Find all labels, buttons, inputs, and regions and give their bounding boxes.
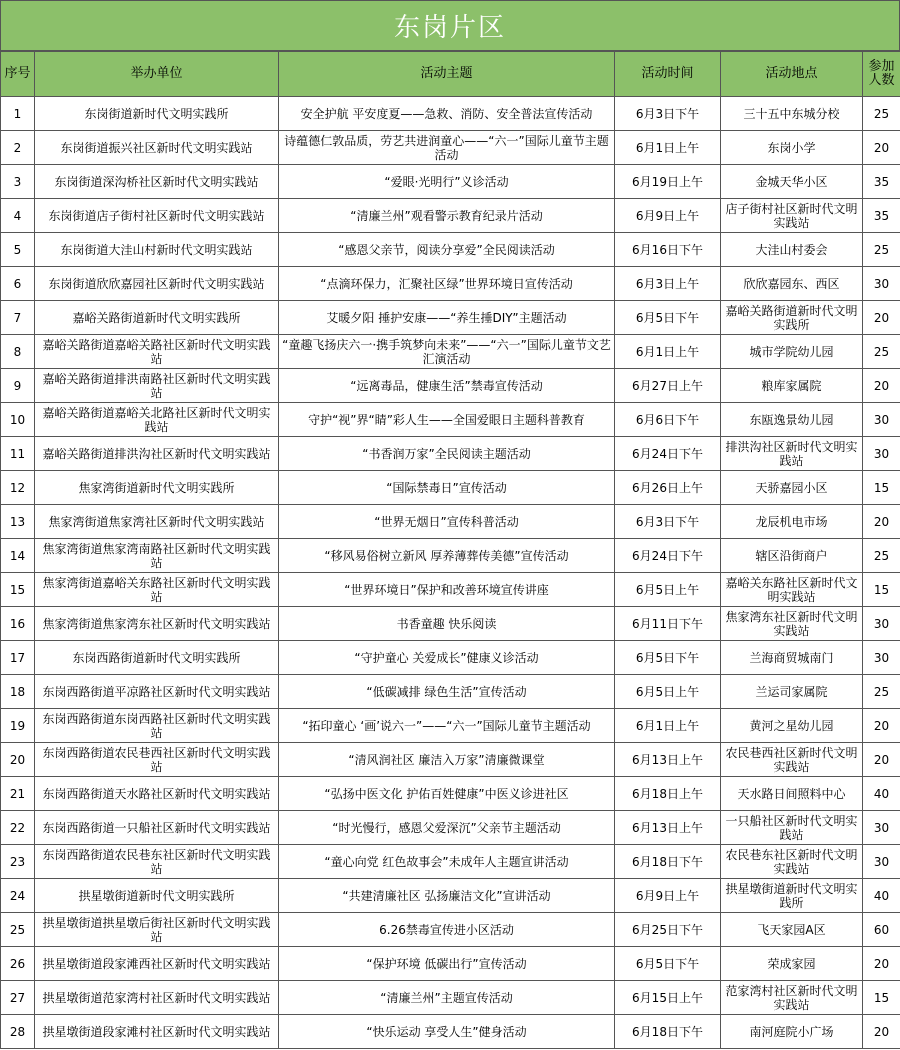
- cell-org: 嘉峪关路街道嘉峪关路社区新时代文明实践站: [35, 335, 279, 369]
- cell-people: 30: [863, 403, 900, 437]
- cell-org: 东岗西路街道新时代文明实践所: [35, 641, 279, 675]
- cell-people: 60: [863, 913, 900, 947]
- cell-people: 25: [863, 539, 900, 573]
- table-row: [1, 97, 900, 131]
- cell-org: 东岗西路街道天水路社区新时代文明实践站: [35, 777, 279, 811]
- cell-place: 兰运司家属院: [721, 675, 863, 709]
- header-seq: 序号: [1, 52, 35, 97]
- cell-theme: “清廉兰州”观看警示教育纪录片活动: [279, 199, 615, 233]
- table-body: [1, 97, 900, 1049]
- cell-time: 6月24日下午: [615, 437, 721, 471]
- cell-time: 6月18日下午: [615, 845, 721, 879]
- cell-place: 东岗小学: [721, 131, 863, 165]
- table-row: [1, 641, 900, 675]
- cell-theme: “清风润社区 廉洁入万家”清廉微课堂: [279, 743, 615, 777]
- table-row: [1, 1015, 900, 1049]
- cell-people: 20: [863, 131, 900, 165]
- cell-seq: 6: [1, 267, 35, 301]
- cell-place: 农民巷东社区新时代文明实践站: [721, 845, 863, 879]
- cell-place: 农民巷西社区新时代文明实践站: [721, 743, 863, 777]
- cell-theme: “国际禁毒日”宣传活动: [279, 471, 615, 505]
- cell-theme: “守护童心 关爱成长”健康义诊活动: [279, 641, 615, 675]
- table-row: [1, 335, 900, 369]
- cell-time: 6月5日下午: [615, 947, 721, 981]
- table-row: [1, 709, 900, 743]
- cell-people: 30: [863, 845, 900, 879]
- cell-people: 25: [863, 97, 900, 131]
- cell-seq: 13: [1, 505, 35, 539]
- cell-people: 15: [863, 573, 900, 607]
- cell-time: 6月25日下午: [615, 913, 721, 947]
- header-theme: 活动主题: [279, 52, 615, 97]
- cell-seq: 18: [1, 675, 35, 709]
- cell-time: 6月18日上午: [615, 777, 721, 811]
- cell-theme: “快乐运动 享受人生”健身活动: [279, 1015, 615, 1049]
- cell-place: 金城天华小区: [721, 165, 863, 199]
- cell-seq: 9: [1, 369, 35, 403]
- table-row: [1, 845, 900, 879]
- cell-seq: 26: [1, 947, 35, 981]
- cell-theme: “清廉兰州”主题宣传活动: [279, 981, 615, 1015]
- cell-theme: 诗蕴德仁敦品质，劳艺共进润童心——“六一”国际儿童节主题活动: [279, 131, 615, 165]
- cell-place: 欣欣嘉园东、西区: [721, 267, 863, 301]
- header-org: 举办单位: [35, 52, 279, 97]
- cell-org: 嘉峪关路街道新时代文明实践所: [35, 301, 279, 335]
- cell-theme: “世界环境日”保护和改善环境宣传讲座: [279, 573, 615, 607]
- cell-theme: “保护环境 低碳出行”宣传活动: [279, 947, 615, 981]
- cell-org: 拱星墩街道段家滩村社区新时代文明实践站: [35, 1015, 279, 1049]
- table-row: [1, 165, 900, 199]
- cell-seq: 19: [1, 709, 35, 743]
- cell-org: 焦家湾街道焦家湾东社区新时代文明实践站: [35, 607, 279, 641]
- cell-place: 一只船社区新时代文明实践站: [721, 811, 863, 845]
- cell-people: 40: [863, 777, 900, 811]
- cell-people: 30: [863, 641, 900, 675]
- cell-time: 6月5日下午: [615, 641, 721, 675]
- page-title: 东岗片区: [393, 13, 506, 43]
- cell-time: 6月6日下午: [615, 403, 721, 437]
- cell-place: 辖区沿街商户: [721, 539, 863, 573]
- cell-org: 焦家湾街道焦家湾社区新时代文明实践站: [35, 505, 279, 539]
- cell-org: 东岗西路街道东岗西路社区新时代文明实践站: [35, 709, 279, 743]
- cell-time: 6月5日上午: [615, 573, 721, 607]
- cell-place: 兰海商贸城南门: [721, 641, 863, 675]
- cell-time: 6月3日下午: [615, 97, 721, 131]
- cell-org: 焦家湾街道新时代文明实践所: [35, 471, 279, 505]
- cell-theme: “童心向党 红色故事会”未成年人主题宣讲活动: [279, 845, 615, 879]
- title-bar: [0, 0, 900, 51]
- cell-org: 东岗西路街道农民巷西社区新时代文明实践站: [35, 743, 279, 777]
- cell-people: 20: [863, 709, 900, 743]
- cell-people: 25: [863, 233, 900, 267]
- cell-org: 东岗街道大洼山村新时代文明实践站: [35, 233, 279, 267]
- cell-people: 30: [863, 267, 900, 301]
- activity-table: [0, 51, 900, 1049]
- cell-theme: “低碳减排 绿色生活”宣传活动: [279, 675, 615, 709]
- table-row: [1, 369, 900, 403]
- cell-place: 龙辰机电市场: [721, 505, 863, 539]
- cell-org: 东岗西路街道农民巷东社区新时代文明实践站: [35, 845, 279, 879]
- cell-place: 三十五中东城分校: [721, 97, 863, 131]
- cell-seq: 28: [1, 1015, 35, 1049]
- cell-place: 排洪沟社区新时代文明实践站: [721, 437, 863, 471]
- cell-seq: 14: [1, 539, 35, 573]
- table-row: [1, 811, 900, 845]
- cell-theme: “世界无烟日”宣传科普活动: [279, 505, 615, 539]
- cell-people: 30: [863, 437, 900, 471]
- table-row: [1, 947, 900, 981]
- cell-people: 25: [863, 335, 900, 369]
- cell-theme: “时光慢行，感恩父爱深沉”父亲节主题活动: [279, 811, 615, 845]
- cell-seq: 23: [1, 845, 35, 879]
- cell-theme: “点滴环保力，汇聚社区绿”世界环境日宣传活动: [279, 267, 615, 301]
- cell-seq: 10: [1, 403, 35, 437]
- table-row: [1, 981, 900, 1015]
- cell-time: 6月26日上午: [615, 471, 721, 505]
- cell-place: 嘉峪关东路社区新时代文明实践站: [721, 573, 863, 607]
- cell-theme: “童趣飞扬庆六一·携手筑梦向未来”——“六一”国际儿童节文艺汇演活动: [279, 335, 615, 369]
- cell-place: 天骄嘉园小区: [721, 471, 863, 505]
- header-place: 活动地点: [721, 52, 863, 97]
- cell-place: 天水路日间照料中心: [721, 777, 863, 811]
- cell-seq: 4: [1, 199, 35, 233]
- table-row: [1, 743, 900, 777]
- cell-theme: “移风易俗树立新风 厚养薄葬传美德”宣传活动: [279, 539, 615, 573]
- cell-time: 6月5日上午: [615, 675, 721, 709]
- cell-people: 35: [863, 199, 900, 233]
- cell-people: 20: [863, 1015, 900, 1049]
- cell-org: 拱星墩街道段家滩西社区新时代文明实践站: [35, 947, 279, 981]
- cell-theme: “共建清廉社区 弘扬廉洁文化”宣讲活动: [279, 879, 615, 913]
- cell-people: 20: [863, 743, 900, 777]
- cell-people: 30: [863, 811, 900, 845]
- cell-theme: “爱眼·光明行”义诊活动: [279, 165, 615, 199]
- cell-seq: 27: [1, 981, 35, 1015]
- cell-org: 焦家湾街道焦家湾南路社区新时代文明实践站: [35, 539, 279, 573]
- cell-place: 城市学院幼儿园: [721, 335, 863, 369]
- cell-people: 15: [863, 981, 900, 1015]
- cell-people: 20: [863, 301, 900, 335]
- cell-time: 6月16日下午: [615, 233, 721, 267]
- cell-org: 焦家湾街道嘉峪关东路社区新时代文明实践站: [35, 573, 279, 607]
- cell-theme: 艾暖夕阳 捶护安康——“养生捶DIY”主题活动: [279, 301, 615, 335]
- cell-time: 6月1日上午: [615, 335, 721, 369]
- cell-theme: “拓印童心 ‘画’说六一”——“六一”国际儿童节主题活动: [279, 709, 615, 743]
- cell-people: 25: [863, 675, 900, 709]
- cell-place: 拱星墩街道新时代文明实践所: [721, 879, 863, 913]
- cell-time: 6月13日上午: [615, 743, 721, 777]
- cell-seq: 21: [1, 777, 35, 811]
- cell-place: 粮库家属院: [721, 369, 863, 403]
- cell-time: 6月9日上午: [615, 879, 721, 913]
- cell-time: 6月11日下午: [615, 607, 721, 641]
- cell-org: 拱星墩街道新时代文明实践所: [35, 879, 279, 913]
- cell-time: 6月24日下午: [615, 539, 721, 573]
- cell-seq: 16: [1, 607, 35, 641]
- table-row: [1, 539, 900, 573]
- cell-org: 东岗街道振兴社区新时代文明实践站: [35, 131, 279, 165]
- cell-org: 东岗街道欣欣嘉园社区新时代文明实践站: [35, 267, 279, 301]
- table-row: [1, 301, 900, 335]
- cell-seq: 22: [1, 811, 35, 845]
- cell-time: 6月1日上午: [615, 709, 721, 743]
- cell-place: 大洼山村委会: [721, 233, 863, 267]
- cell-theme: 守护“视”界“睛”彩人生——全国爱眼日主题科普教育: [279, 403, 615, 437]
- cell-time: 6月9日上午: [615, 199, 721, 233]
- table-row: [1, 199, 900, 233]
- cell-place: 焦家湾东社区新时代文明实践站: [721, 607, 863, 641]
- cell-time: 6月15日上午: [615, 981, 721, 1015]
- table-row: [1, 403, 900, 437]
- cell-seq: 25: [1, 913, 35, 947]
- cell-place: 东瓯逸景幼儿园: [721, 403, 863, 437]
- cell-seq: 2: [1, 131, 35, 165]
- cell-time: 6月5日下午: [615, 301, 721, 335]
- cell-seq: 5: [1, 233, 35, 267]
- cell-org: 拱星墩街道拱星墩后街社区新时代文明实践站: [35, 913, 279, 947]
- cell-org: 东岗西路街道一只船社区新时代文明实践站: [35, 811, 279, 845]
- cell-theme: 安全护航 平安度夏——急救、消防、安全普法宣传活动: [279, 97, 615, 131]
- table-row: [1, 505, 900, 539]
- cell-seq: 1: [1, 97, 35, 131]
- table-row: [1, 437, 900, 471]
- cell-seq: 8: [1, 335, 35, 369]
- cell-time: 6月19日上午: [615, 165, 721, 199]
- cell-org: 嘉峪关路街道排洪沟社区新时代文明实践站: [35, 437, 279, 471]
- cell-seq: 3: [1, 165, 35, 199]
- cell-seq: 24: [1, 879, 35, 913]
- cell-time: 6月3日上午: [615, 267, 721, 301]
- table-row: [1, 879, 900, 913]
- cell-people: 20: [863, 505, 900, 539]
- table-row: [1, 471, 900, 505]
- cell-org: 嘉峪关路街道排洪南路社区新时代文明实践站: [35, 369, 279, 403]
- cell-time: 6月1日上午: [615, 131, 721, 165]
- cell-people: 35: [863, 165, 900, 199]
- table-row: [1, 573, 900, 607]
- cell-people: 20: [863, 947, 900, 981]
- cell-org: 东岗街道店子街村社区新时代文明实践站: [35, 199, 279, 233]
- cell-org: 拱星墩街道范家湾村社区新时代文明实践站: [35, 981, 279, 1015]
- table-row: [1, 607, 900, 641]
- cell-place: 店子街村社区新时代文明实践站: [721, 199, 863, 233]
- cell-place: 荣成家园: [721, 947, 863, 981]
- cell-place: 南河庭院小广场: [721, 1015, 863, 1049]
- table-row: [1, 131, 900, 165]
- table-row: [1, 913, 900, 947]
- table-row: [1, 267, 900, 301]
- cell-theme: “远离毒品，健康生活”禁毒宣传活动: [279, 369, 615, 403]
- cell-people: 30: [863, 607, 900, 641]
- cell-seq: 15: [1, 573, 35, 607]
- cell-org: 东岗街道新时代文明实践所: [35, 97, 279, 131]
- cell-place: 飞天家园A区: [721, 913, 863, 947]
- cell-theme: 书香童趣 快乐阅读: [279, 607, 615, 641]
- cell-seq: 12: [1, 471, 35, 505]
- cell-place: 黄河之星幼儿园: [721, 709, 863, 743]
- cell-place: 范家湾村社区新时代文明实践站: [721, 981, 863, 1015]
- table-row: [1, 233, 900, 267]
- cell-theme: “弘扬中医文化 护佑百姓健康”中医义诊进社区: [279, 777, 615, 811]
- cell-time: 6月3日下午: [615, 505, 721, 539]
- cell-place: 嘉峪关路街道新时代文明实践所: [721, 301, 863, 335]
- cell-org: 东岗街道深沟桥社区新时代文明实践站: [35, 165, 279, 199]
- cell-people: 20: [863, 369, 900, 403]
- cell-seq: 20: [1, 743, 35, 777]
- cell-theme: “书香润万家”全民阅读主题活动: [279, 437, 615, 471]
- cell-org: 东岗西路街道平凉路社区新时代文明实践站: [35, 675, 279, 709]
- cell-seq: 11: [1, 437, 35, 471]
- cell-theme: “感恩父亲节，阅读分享爱”全民阅读活动: [279, 233, 615, 267]
- table-row: [1, 675, 900, 709]
- header-row: [1, 52, 900, 97]
- cell-people: 40: [863, 879, 900, 913]
- table-row: [1, 777, 900, 811]
- cell-time: 6月13日上午: [615, 811, 721, 845]
- cell-time: 6月18日下午: [615, 1015, 721, 1049]
- cell-theme: 6.26禁毒宣传进小区活动: [279, 913, 615, 947]
- cell-time: 6月27日上午: [615, 369, 721, 403]
- cell-seq: 17: [1, 641, 35, 675]
- cell-org: 嘉峪关路街道嘉峪关北路社区新时代文明实践站: [35, 403, 279, 437]
- cell-people: 15: [863, 471, 900, 505]
- header-people: 参加人数: [863, 52, 900, 97]
- cell-seq: 7: [1, 301, 35, 335]
- header-time: 活动时间: [615, 52, 721, 97]
